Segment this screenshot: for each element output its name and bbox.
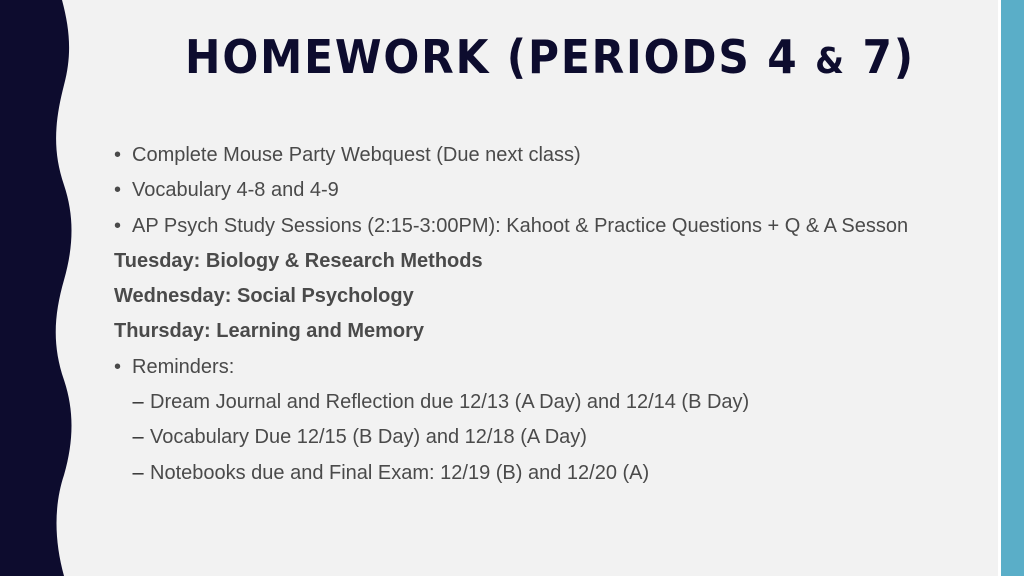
sub-list-item-text: Vocabulary Due 12/15 (B Day) and 12/18 (A Day) [150,426,587,449]
bullet-icon: • [114,355,122,378]
title-main: HOMEWORK (PERIODS 4 [185,30,816,84]
list-item-text: Complete Mouse Party Webquest (Due next class) [132,144,581,166]
list-item-text: Reminders: [132,355,235,378]
schedule-line: Tuesday: Biology & Research Methods [114,249,483,272]
dash-icon: – [132,391,144,414]
sub-list-item [114,420,984,455]
slide-body [114,138,984,491]
list-item [114,350,984,385]
bullet-icon: • [114,179,122,202]
dash-icon: – [132,461,144,484]
right-accent-strip [1001,0,1024,576]
schedule-line: Wednesday: Social Psychology [114,285,414,308]
bullet-icon: • [114,144,122,166]
sub-list-item-text: Notebooks due and Final Exam: 12/19 (B) and 12/20 (A) [150,461,650,484]
list-item-text: AP Psych Study Sessions (2:15-3:00PM): Kahoot & Practice Questions + Q & A Sesson [132,214,909,237]
title-ampersand: & [815,41,846,82]
list-item [114,138,984,173]
wavy-left-band [0,0,80,576]
sub-list-item-text: Dream Journal and Reflection due 12/13 (A Day) and 12/14 (B Day) [150,391,750,414]
slide-title [154,30,945,84]
list-item-text: Vocabulary 4-8 and 4-9 [132,179,339,202]
sub-list-item [114,385,984,420]
list-item [114,173,984,208]
schedule-line: Thursday: Learning and Memory [114,320,425,343]
bullet-icon: • [114,214,122,237]
sub-list-item [114,456,984,491]
title-end: 7) [845,30,915,84]
list-item [114,209,984,244]
dash-icon: – [132,426,144,449]
